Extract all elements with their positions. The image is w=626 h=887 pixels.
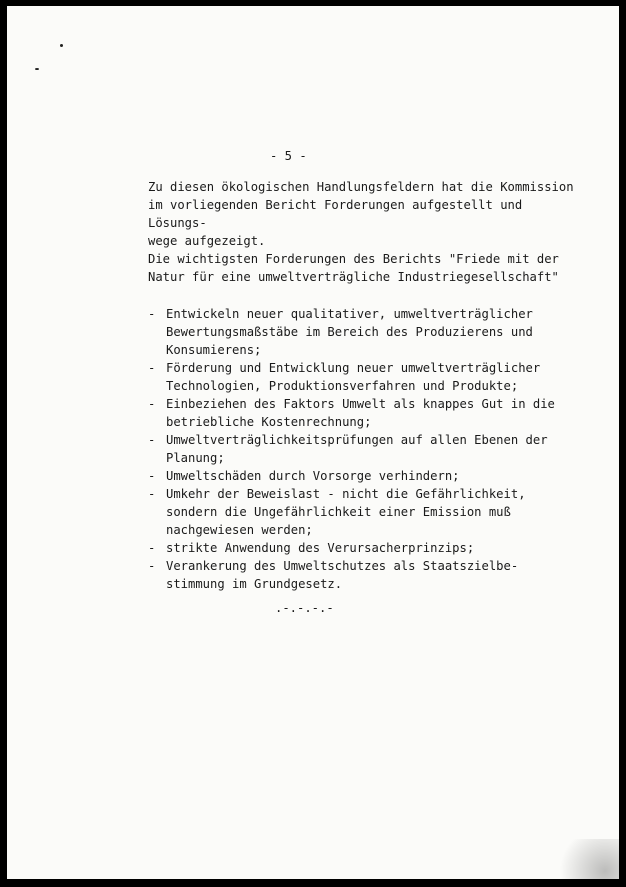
list-item-text: Verankerung des Umweltschutzes als Staatszielbe- stimmung im Grundgesetz. — [166, 559, 519, 591]
demands-list — [148, 305, 588, 593]
list-item-text: Umweltschäden durch Vorsorge verhindern; — [166, 469, 460, 483]
list-bullet: - — [148, 433, 156, 447]
list-item-text: Einbeziehen des Faktors Umwelt als knappes Gut in die betriebliche Kostenrechnung; — [166, 397, 555, 429]
document-page — [7, 6, 619, 879]
list-item — [148, 395, 588, 431]
list-item — [148, 305, 588, 359]
list-bullet: - — [148, 397, 156, 411]
list-item — [148, 431, 588, 467]
intro-paragraph: Zu diesen ökologischen Handlungsfeldern hat die Kommission im vorliegenden Bericht Forderungen aufgestellt und Lösungs- wege aufgezeigt. — [148, 180, 574, 248]
list-bullet: - — [148, 541, 156, 555]
list-item-text: Entwickeln neuer qualitativer, umweltverträglicher Bewertungsmaßstäbe im Bereich des Produzierens und Konsumierens; — [166, 307, 533, 357]
list-bullet: - — [148, 559, 156, 573]
list-item-text: Förderung und Entwicklung neuer umweltverträglicher Technologien, Produktionsverfahren und Produkte; — [166, 361, 541, 393]
scan-speck — [35, 68, 39, 70]
demands-intro-paragraph: Die wichtigsten Forderungen des Berichts "Friede mit der Natur für eine umweltverträgliche Industriegesellschaft" — [148, 252, 559, 284]
list-item-text: Umkehr der Beweislast - nicht die Gefährlichkeit, sondern die Ungefährlichkeit einer Emission muß nachgewiesen werden; — [166, 487, 526, 537]
page-number: - 5 - — [270, 149, 307, 163]
list-bullet: - — [148, 487, 156, 501]
list-item-text: strikte Anwendung des Verursacherprinzips; — [166, 541, 475, 555]
list-item — [148, 467, 588, 485]
end-mark: .-.-.-.- — [275, 601, 334, 615]
list-item — [148, 557, 588, 593]
list-bullet: - — [148, 307, 156, 321]
list-item — [148, 485, 588, 539]
list-bullet: - — [148, 469, 156, 483]
list-item — [148, 359, 588, 395]
list-item — [148, 539, 588, 557]
scan-noise — [549, 839, 619, 879]
scan-speck — [60, 44, 63, 47]
list-bullet: - — [148, 361, 156, 375]
list-item-text: Umweltverträglichkeitsprüfungen auf allen Ebenen der Planung; — [166, 433, 548, 465]
